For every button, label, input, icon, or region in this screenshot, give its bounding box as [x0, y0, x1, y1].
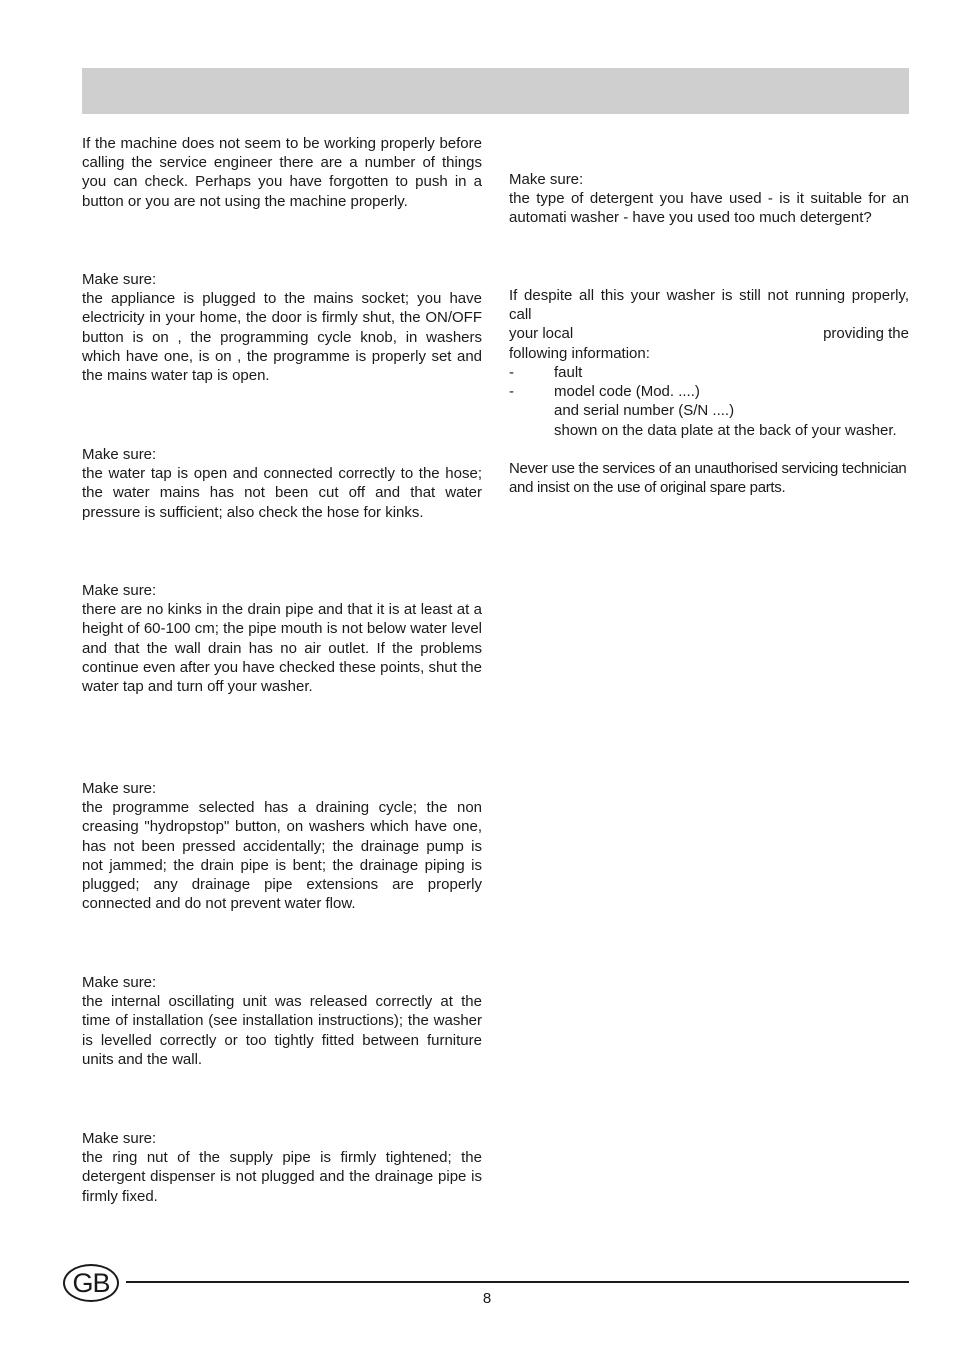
- warning-paragraph: [509, 459, 909, 497]
- make-sure-label: Make sure:: [82, 271, 157, 288]
- make-sure-label: Make sure:: [82, 1130, 157, 1147]
- list-bullet: [509, 401, 554, 420]
- list-bullet: -: [509, 383, 514, 401]
- list-bullet: -: [509, 364, 514, 381]
- footer-divider: [126, 1281, 909, 1283]
- list-item: [509, 421, 909, 440]
- make-sure-label: Make sure:: [509, 171, 584, 188]
- check-section-drain-pipe: [82, 581, 482, 696]
- list-item: [509, 382, 909, 401]
- check-text: the internal oscillating unit was released correctly at the time of installation (see installation instructions); the washer is levelled correctly or too tightly fitted between furniture units and the wall.: [82, 993, 482, 1068]
- list-item: [509, 363, 909, 382]
- service-line: following information:: [509, 344, 650, 362]
- service-line-two: [509, 324, 909, 343]
- check-section-vibration: [82, 973, 482, 1069]
- service-line-right: providing the: [823, 325, 909, 343]
- list-item-text: shown on the data plate at the back of your washer.: [554, 421, 897, 439]
- service-line-left: your local: [509, 325, 574, 343]
- intro-text: If the machine does not seem to be working properly before calling the service engineer there are a number of things you can check. Perhaps you have forgotten to push in a button or you are not using the machine properly.: [82, 135, 482, 210]
- list-item-text: fault: [554, 364, 583, 381]
- check-text: the water tap is open and connected correctly to the hose; the water mains has not been cut off and that water pressure is sufficient; also check the hose for kinks.: [82, 465, 482, 521]
- make-sure-label: Make sure:: [82, 582, 157, 599]
- info-list: [509, 363, 909, 440]
- check-section-leaks: [82, 1129, 482, 1206]
- make-sure-label: Make sure:: [82, 780, 157, 797]
- check-section-draining: [82, 779, 482, 913]
- check-section-water-supply: [82, 445, 482, 522]
- make-sure-label: Make sure:: [82, 974, 157, 991]
- page-number: 8: [482, 1290, 492, 1307]
- service-line: If despite all this your washer is still not running properly, call: [509, 287, 909, 324]
- check-text: the type of detergent you have used - is it suitable for an automati washer - have you used too much detergent?: [509, 190, 909, 227]
- list-item-text: model code (Mod. ....): [554, 383, 700, 401]
- check-text: the programme selected has a draining cycle; the non creasing "hydropstop" button, on washers which have one, has not been pressed accidentally; the drainage pump is not jammed; the drain pipe is bent; the drainage piping is plugged; any drainage pipe extensions are properly connected and do not prevent water flow.: [82, 799, 482, 913]
- check-section-detergent: [509, 170, 909, 228]
- list-bullet: [509, 421, 554, 440]
- make-sure-label: Make sure:: [82, 446, 157, 463]
- warning-text: Never use the services of an unauthorised servicing technician and insist on the use of original spare parts.: [509, 460, 907, 497]
- check-section-power: [82, 270, 482, 385]
- check-text: the ring nut of the supply pipe is firmly tightened; the detergent dispenser is not plugged and the drainage pipe is firmly fixed.: [82, 1149, 482, 1205]
- list-item-text: and serial number (S/N ....): [554, 402, 735, 420]
- list-item: [509, 401, 909, 420]
- intro-paragraph: [82, 134, 482, 211]
- country-badge: GB: [63, 1264, 119, 1302]
- section-header-bar: [82, 68, 909, 114]
- check-text: there are no kinks in the drain pipe and that it is at least at a height of 60-100 cm; the pipe mouth is not below water level and that the wall drain has no air outlet. If the problems continue even after you have checked these points, shut the water tap and turn off your washer.: [82, 601, 482, 696]
- service-call-paragraph: [509, 286, 909, 363]
- check-text: the appliance is plugged to the mains socket; you have electricity in your home, the door is firmly shut, the ON/OFF button is on , the programming cycle knob, in washers which have one, is on , the programme is properly set and the mains water tap is open.: [82, 290, 482, 385]
